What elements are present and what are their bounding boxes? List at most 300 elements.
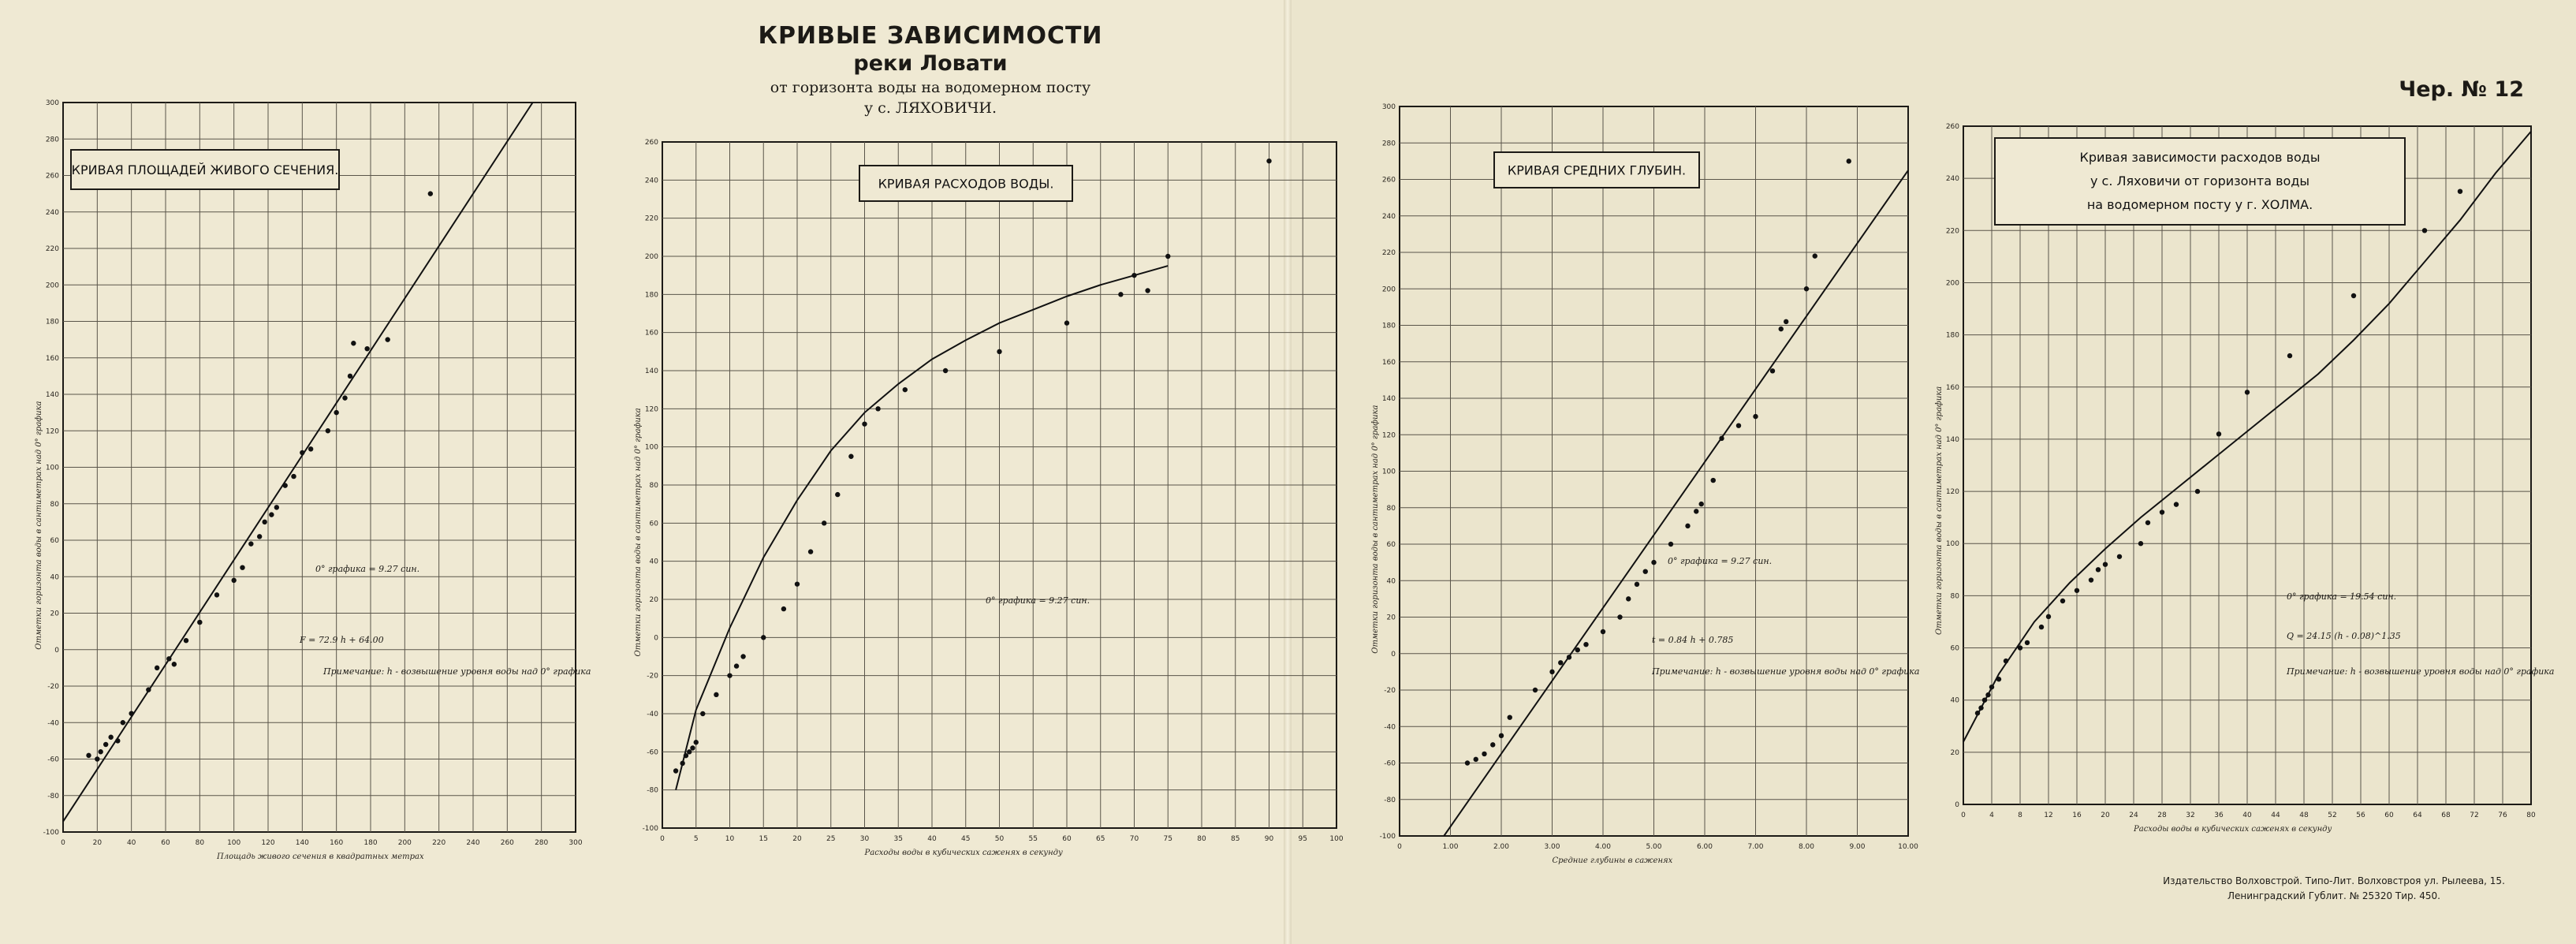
data-point xyxy=(1975,711,1980,715)
y-tick-label: 20 xyxy=(649,596,658,604)
y-tick-label: 0 xyxy=(54,646,59,655)
y-tick-label: 220 xyxy=(1945,227,1959,236)
data-point xyxy=(1996,677,2001,681)
x-tick-label: 40 xyxy=(2242,812,2252,819)
chart-title: КРИВАЯ ПЛОЩАДЕЙ ЖИВОГО СЕЧЕНИЯ. xyxy=(71,162,339,177)
y-tick-label: 240 xyxy=(1945,175,1959,184)
fitted-line xyxy=(1444,170,1908,836)
data-point xyxy=(342,395,347,400)
data-point xyxy=(2117,554,2122,559)
imprint xyxy=(2121,874,2547,904)
data-point xyxy=(2287,353,2292,358)
data-point xyxy=(2422,228,2427,233)
data-point xyxy=(2160,509,2164,514)
y-tick-label: -100 xyxy=(1379,833,1396,841)
data-point xyxy=(700,711,705,716)
y-tick-label: 240 xyxy=(644,177,658,185)
x-tick-label: 8.00 xyxy=(1798,843,1815,851)
data-point xyxy=(2216,431,2221,436)
data-point xyxy=(262,520,267,524)
y-tick-label: -100 xyxy=(642,825,658,833)
data-point xyxy=(1847,159,1851,163)
y-tick-label: -40 xyxy=(47,719,59,728)
data-point xyxy=(684,753,688,758)
x-tick-label: 5 xyxy=(693,835,699,843)
y-tick-label: 140 xyxy=(1945,435,1959,444)
data-point xyxy=(862,421,867,426)
data-point xyxy=(727,673,732,677)
data-point xyxy=(1651,560,1656,565)
data-point xyxy=(103,742,108,747)
data-point xyxy=(781,606,786,611)
data-point xyxy=(334,410,338,415)
data-point xyxy=(761,635,766,640)
x-axis-label: Средние глубины в саженях xyxy=(1552,856,1673,865)
data-point xyxy=(1699,502,1704,506)
y-tick-label: -40 xyxy=(1384,723,1396,732)
x-tick-label: 100 xyxy=(227,839,241,847)
chart-title: у с. Ляховичи от горизонта воды xyxy=(2090,174,2310,188)
x-tick-label: 220 xyxy=(432,839,446,847)
x-tick-label: 20 xyxy=(792,835,802,843)
y-tick-label: 180 xyxy=(45,318,59,326)
header-river: реки Ловати xyxy=(853,51,1008,76)
chart-annotation: 0° графика = 9.27 син. xyxy=(986,595,1090,606)
data-point xyxy=(308,446,313,451)
data-point xyxy=(903,387,908,392)
x-tick-label: 140 xyxy=(295,839,309,847)
data-point xyxy=(1813,253,1817,258)
data-point xyxy=(2096,567,2101,572)
x-tick-label: 180 xyxy=(363,839,378,847)
y-tick-label: 140 xyxy=(45,391,59,399)
data-point xyxy=(2046,614,2051,619)
data-point xyxy=(108,735,113,740)
y-tick-label: 20 xyxy=(1386,614,1396,622)
data-point xyxy=(2025,640,2030,645)
data-point xyxy=(274,505,279,509)
x-tick-label: 1.00 xyxy=(1442,843,1459,851)
data-point xyxy=(1617,614,1622,619)
data-point xyxy=(269,512,274,517)
chart-annotation: F = 72.9 h + 64.00 xyxy=(300,635,384,645)
data-point xyxy=(1784,319,1788,324)
x-tick-label: 0 xyxy=(1961,812,1966,819)
data-point xyxy=(680,761,684,766)
data-point xyxy=(1685,524,1690,528)
header-title: КРИВЫЕ ЗАВИСИМОСТИ xyxy=(758,22,1103,50)
y-tick-label: 200 xyxy=(644,253,658,261)
x-tick-label: 8 xyxy=(2018,812,2022,819)
y-tick-label: 20 xyxy=(1950,748,1959,757)
data-point xyxy=(282,483,287,487)
data-point xyxy=(1482,752,1486,756)
data-point xyxy=(166,656,171,661)
data-point xyxy=(2039,625,2044,629)
data-point xyxy=(848,454,853,459)
data-point xyxy=(428,191,433,196)
y-tick-label: 260 xyxy=(45,172,59,181)
y-tick-label: 260 xyxy=(1945,123,1959,131)
chart-title: на водомерном посту у г. ХОЛМА. xyxy=(2086,197,2313,212)
x-tick-label: 3.00 xyxy=(1544,843,1560,851)
x-tick-label: 24 xyxy=(2129,812,2138,819)
y-tick-label: -20 xyxy=(47,683,59,691)
imprint-line1: Издательство Волховстрой. Типо-Лит. Волховстроя ул. Рылеева, 15. xyxy=(2163,875,2505,886)
x-tick-label: 10.00 xyxy=(1898,843,1918,851)
data-point xyxy=(1978,705,1983,710)
data-point xyxy=(240,565,244,569)
data-point xyxy=(121,720,125,725)
area-curve-chart xyxy=(16,95,623,891)
y-tick-label: 180 xyxy=(1381,322,1396,330)
x-tick-label: 4.00 xyxy=(1594,843,1612,851)
data-point xyxy=(2103,562,2108,566)
y-tick-label: 80 xyxy=(649,482,658,490)
y-tick-label: 220 xyxy=(644,215,658,223)
y-tick-label: 220 xyxy=(45,245,59,253)
x-tick-label: 60 xyxy=(2384,812,2394,819)
data-point xyxy=(1643,569,1648,573)
data-point xyxy=(673,768,678,773)
y-tick-label: 60 xyxy=(50,537,59,545)
y-tick-label: 80 xyxy=(1386,504,1396,513)
data-point xyxy=(1711,478,1716,483)
y-tick-label: 100 xyxy=(644,443,658,452)
data-point xyxy=(714,692,718,697)
y-tick-label: 0 xyxy=(1391,650,1396,659)
data-point xyxy=(2195,489,2200,494)
x-tick-label: 44 xyxy=(2271,812,2280,819)
data-point xyxy=(690,745,695,750)
x-tick-label: 4 xyxy=(1989,812,1994,819)
data-point xyxy=(155,666,159,670)
data-point xyxy=(197,620,202,625)
data-point xyxy=(1694,509,1698,513)
x-tick-label: 160 xyxy=(330,839,344,847)
x-tick-label: 20 xyxy=(2101,812,2110,819)
y-tick-label: 240 xyxy=(45,208,59,217)
y-tick-label: 60 xyxy=(1386,541,1396,549)
data-point xyxy=(172,662,177,666)
chart-annotation: Примечание: h - возвышение уровня воды над 0° графика xyxy=(1652,666,1920,677)
header-line1: от горизонта воды на водомерном посту xyxy=(770,79,1091,96)
y-tick-label: 140 xyxy=(1381,395,1396,403)
x-tick-label: 50 xyxy=(994,835,1005,843)
data-point xyxy=(740,654,745,659)
y-tick-label: 80 xyxy=(1950,592,1959,601)
data-point xyxy=(1165,254,1170,259)
x-tick-label: 20 xyxy=(92,839,103,847)
chart-annotation: 0° графика = 19.54 син. xyxy=(2287,591,2397,602)
y-tick-label: -60 xyxy=(1384,759,1396,768)
data-point xyxy=(1804,286,1809,291)
chart-annotation: 0° графика = 9.27 син. xyxy=(315,564,420,574)
x-tick-label: 52 xyxy=(2328,812,2337,819)
y-axis-label: Отметки горизонта воды в сантиметрах над 0° графика xyxy=(1371,405,1380,654)
y-tick-label: 140 xyxy=(644,368,658,375)
y-tick-label: 120 xyxy=(1381,431,1396,440)
x-tick-label: 64 xyxy=(2413,812,2422,819)
y-tick-label: 40 xyxy=(649,558,658,566)
x-axis-label: Расходы воды в кубических саженях в секунду xyxy=(2134,825,2332,834)
data-point xyxy=(1719,436,1724,441)
chart-annotation: Примечание: h - возвышение уровня воды над 0° графика xyxy=(323,666,591,677)
y-tick-label: 120 xyxy=(1945,488,1959,497)
x-tick-label: 2.00 xyxy=(1493,843,1510,851)
data-point xyxy=(943,368,948,373)
data-point xyxy=(997,349,1001,354)
y-tick-label: 120 xyxy=(45,427,59,436)
x-tick-label: 56 xyxy=(2356,812,2365,819)
data-point xyxy=(1508,715,1512,719)
data-point xyxy=(1982,697,1987,702)
y-tick-label: 300 xyxy=(1381,103,1396,111)
data-point xyxy=(1118,292,1123,297)
data-point xyxy=(1753,414,1758,419)
data-point xyxy=(1499,733,1504,738)
y-tick-label: 0 xyxy=(654,634,658,643)
data-point xyxy=(687,749,692,754)
x-tick-label: 260 xyxy=(500,839,514,847)
x-axis-label: Площадь живого сечения в квадратных метрах xyxy=(217,853,424,861)
y-tick-label: 60 xyxy=(649,520,658,528)
x-tick-label: 200 xyxy=(397,839,412,847)
data-point xyxy=(1736,423,1741,427)
data-point xyxy=(231,578,236,583)
x-tick-label: 40 xyxy=(927,835,937,843)
x-tick-label: 6.00 xyxy=(1696,843,1713,851)
x-tick-label: 120 xyxy=(261,839,275,847)
x-tick-label: 7.00 xyxy=(1747,843,1764,851)
y-tick-label: 280 xyxy=(1381,140,1396,148)
y-tick-label: 120 xyxy=(644,405,658,414)
data-point xyxy=(1583,642,1588,647)
data-point xyxy=(2351,293,2356,298)
data-point xyxy=(1549,670,1554,674)
data-point xyxy=(326,428,330,433)
data-point xyxy=(2075,588,2079,593)
y-tick-label: -100 xyxy=(43,829,59,837)
x-tick-label: 80 xyxy=(1197,835,1206,843)
x-tick-label: 0 xyxy=(660,835,665,843)
y-tick-label: -60 xyxy=(47,756,59,764)
x-tick-label: 100 xyxy=(1329,835,1344,843)
x-tick-label: 80 xyxy=(195,839,205,847)
data-point xyxy=(2089,577,2093,582)
x-tick-label: 75 xyxy=(1163,835,1172,843)
data-point xyxy=(694,740,699,744)
y-tick-label: 40 xyxy=(50,573,59,582)
y-tick-label: 40 xyxy=(1950,696,1959,705)
x-tick-label: 60 xyxy=(161,839,170,847)
chart-annotation: 0° графика = 9.27 син. xyxy=(1668,556,1773,566)
y-tick-label: -20 xyxy=(647,672,658,681)
x-tick-label: 65 xyxy=(1096,835,1105,843)
x-tick-label: 36 xyxy=(2214,812,2224,819)
x-tick-label: 80 xyxy=(2526,812,2536,819)
y-tick-label: 240 xyxy=(1381,212,1396,221)
data-point xyxy=(248,541,253,546)
data-point xyxy=(2145,521,2150,525)
chart-title: КРИВАЯ СРЕДНИХ ГЛУБИН. xyxy=(1507,162,1687,178)
y-tick-label: -80 xyxy=(647,786,658,795)
x-tick-label: 55 xyxy=(1028,835,1038,843)
data-point xyxy=(808,549,813,554)
imprint-line2: Ленинградский Гублит. № 25320 Тир. 450. xyxy=(2227,890,2440,901)
y-tick-label: 0 xyxy=(1955,801,1959,809)
y-tick-label: 80 xyxy=(50,500,59,509)
x-tick-label: 76 xyxy=(2498,812,2507,819)
x-tick-label: 280 xyxy=(535,839,549,847)
data-point xyxy=(2060,599,2065,603)
data-point xyxy=(129,711,133,715)
y-tick-label: 180 xyxy=(644,291,658,300)
data-point xyxy=(98,749,103,754)
data-point xyxy=(1533,688,1538,692)
data-point xyxy=(95,756,99,761)
data-point xyxy=(115,738,120,743)
y-tick-label: 200 xyxy=(1381,285,1396,294)
x-tick-label: 48 xyxy=(2299,812,2309,819)
data-point xyxy=(1779,326,1784,331)
y-tick-label: -40 xyxy=(647,711,658,718)
y-tick-label: 220 xyxy=(1381,249,1396,257)
y-tick-label: 300 xyxy=(45,99,59,107)
x-tick-label: 25 xyxy=(826,835,836,843)
x-tick-label: 16 xyxy=(2072,812,2082,819)
x-tick-label: 28 xyxy=(2157,812,2167,819)
data-point xyxy=(1064,320,1069,325)
y-tick-label: -80 xyxy=(47,792,59,800)
y-tick-label: 160 xyxy=(1381,358,1396,367)
y-tick-label: -60 xyxy=(647,748,658,757)
data-point xyxy=(1989,685,1994,689)
y-tick-label: 160 xyxy=(644,329,658,338)
data-point xyxy=(1145,288,1150,293)
x-tick-label: 0 xyxy=(1397,843,1402,851)
y-tick-label: -80 xyxy=(1384,796,1396,804)
x-tick-label: 30 xyxy=(859,835,870,843)
x-tick-label: 9.00 xyxy=(1849,843,1866,851)
x-tick-label: 300 xyxy=(569,839,583,847)
data-point xyxy=(1490,742,1495,747)
data-point xyxy=(1131,273,1136,278)
data-point xyxy=(2174,502,2179,506)
data-point xyxy=(1668,542,1673,547)
x-tick-label: 0 xyxy=(61,839,65,847)
y-tick-label: 20 xyxy=(50,610,59,618)
x-tick-label: 40 xyxy=(126,839,136,847)
data-point xyxy=(1558,660,1563,665)
y-axis-label: Отметки горизонта воды в сантиметрах над 0° графика xyxy=(634,408,643,657)
data-point xyxy=(385,337,390,341)
y-tick-label: -20 xyxy=(1384,687,1396,695)
x-axis-label: Расходы воды в кубических саженях в секунду xyxy=(864,849,1063,857)
data-point xyxy=(1985,692,1990,697)
data-point xyxy=(1601,629,1605,634)
x-tick-label: 90 xyxy=(1264,835,1274,843)
x-tick-label: 15 xyxy=(759,835,768,843)
y-tick-label: 100 xyxy=(1945,540,1959,549)
chart-annotation: Q = 24.15 (h - 0.08)^1.35 xyxy=(2287,631,2401,641)
data-point xyxy=(822,521,826,525)
header-line2: у с. ЛЯХОВИЧИ. xyxy=(863,99,997,117)
x-tick-label: 45 xyxy=(961,835,971,843)
data-point xyxy=(875,406,880,411)
x-tick-label: 68 xyxy=(2441,812,2451,819)
y-axis-label: Отметки горизонта воды в сантиметрах над 0° графика xyxy=(1935,386,1944,635)
x-tick-label: 85 xyxy=(1231,835,1240,843)
data-point xyxy=(1626,596,1631,601)
y-tick-label: 60 xyxy=(1950,644,1959,653)
data-point xyxy=(734,663,739,668)
y-tick-label: 200 xyxy=(45,282,59,290)
sheet-number: Чер. № 12 xyxy=(2399,77,2524,102)
discharge-curve-chart xyxy=(623,134,1356,883)
y-tick-label: 100 xyxy=(45,464,59,472)
y-tick-label: 260 xyxy=(644,139,658,147)
y-tick-label: 180 xyxy=(1945,331,1959,340)
data-point xyxy=(2018,645,2022,650)
fitted-curve xyxy=(676,266,1168,790)
x-tick-label: 10 xyxy=(725,835,735,843)
data-point xyxy=(348,374,352,379)
data-point xyxy=(291,474,296,479)
x-tick-label: 72 xyxy=(2470,812,2479,819)
data-point xyxy=(1465,760,1470,765)
data-point xyxy=(2245,390,2250,394)
data-point xyxy=(2458,188,2462,193)
y-tick-label: 280 xyxy=(45,136,59,144)
data-point xyxy=(1266,159,1271,163)
y-tick-label: 160 xyxy=(45,354,59,363)
x-tick-label: 240 xyxy=(466,839,480,847)
x-tick-label: 12 xyxy=(2044,812,2053,819)
y-tick-label: 200 xyxy=(1945,279,1959,288)
correlation-chart xyxy=(1932,118,2555,860)
y-tick-label: 260 xyxy=(1381,176,1396,185)
data-point xyxy=(86,753,91,758)
data-point xyxy=(1635,582,1639,587)
data-point xyxy=(300,450,304,455)
data-point xyxy=(1567,655,1571,659)
data-point xyxy=(184,638,188,643)
y-axis-label: Отметки горизонта воды в сантиметрах над 0° графика xyxy=(35,401,43,650)
data-point xyxy=(1575,647,1580,652)
y-tick-label: 100 xyxy=(1381,468,1396,476)
x-tick-label: 35 xyxy=(893,835,903,843)
x-tick-label: 5.00 xyxy=(1646,843,1662,851)
data-point xyxy=(1474,757,1478,762)
y-tick-label: 40 xyxy=(1386,577,1396,586)
x-tick-label: 60 xyxy=(1062,835,1072,843)
chart-title: Кривая зависимости расходов воды xyxy=(2079,150,2321,165)
x-tick-label: 95 xyxy=(1298,835,1307,843)
data-point xyxy=(364,346,369,351)
chart-title: КРИВАЯ РАСХОДОВ ВОДЫ. xyxy=(878,176,1054,192)
data-point xyxy=(257,534,262,539)
data-point xyxy=(2138,541,2143,546)
data-point xyxy=(835,492,840,497)
data-point xyxy=(351,341,356,345)
data-point xyxy=(1770,368,1775,373)
x-tick-label: 70 xyxy=(1129,835,1139,843)
mean-depth-chart xyxy=(1368,99,1936,879)
data-point xyxy=(795,581,800,586)
data-point xyxy=(146,687,151,692)
y-tick-label: 160 xyxy=(1945,383,1959,392)
